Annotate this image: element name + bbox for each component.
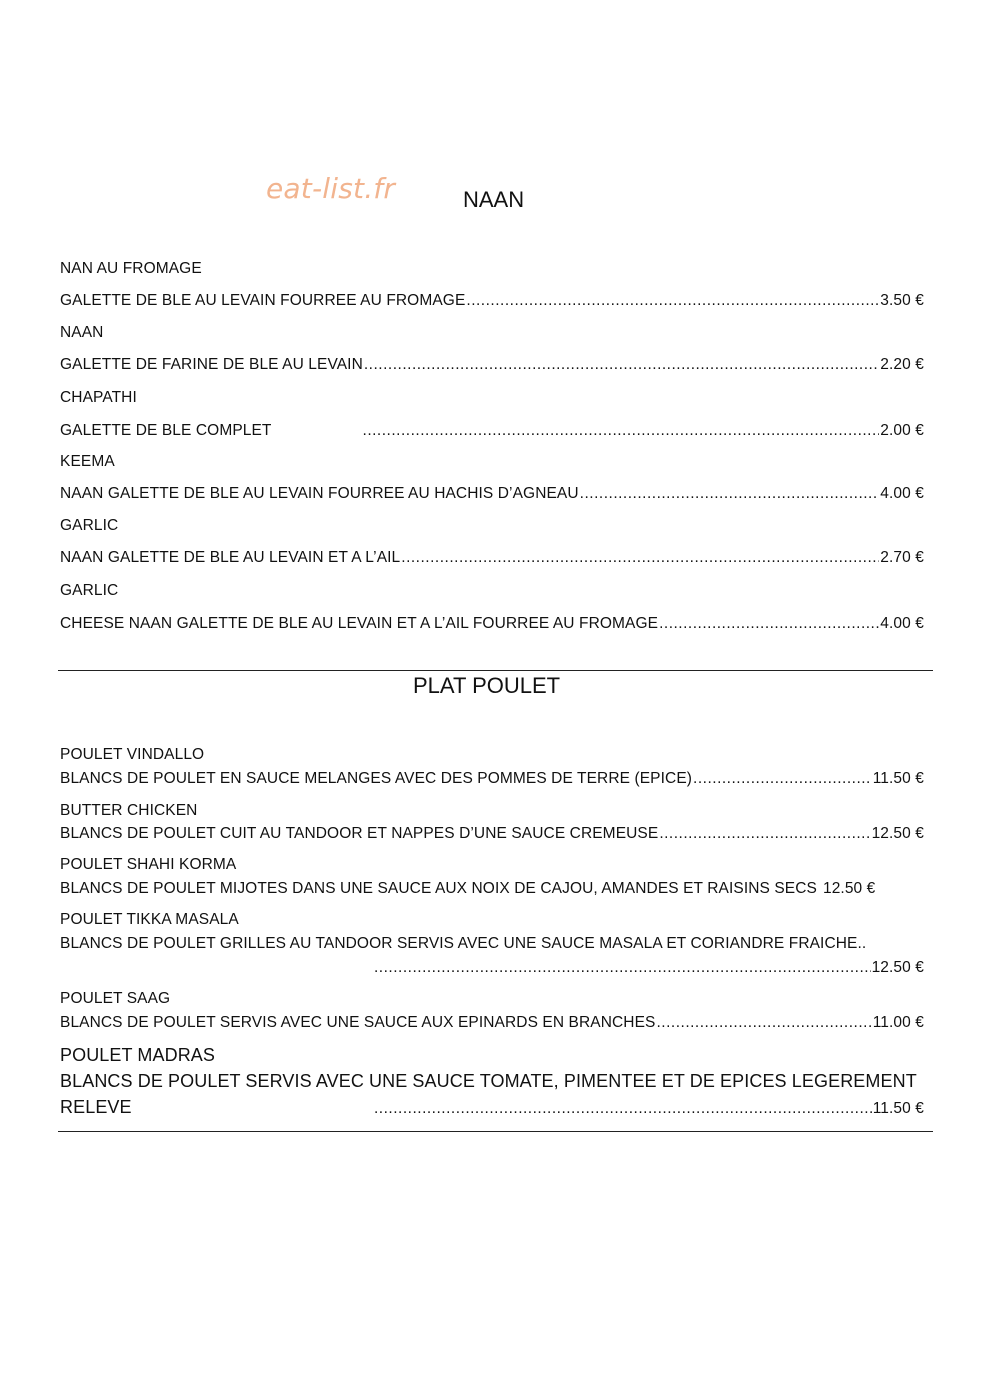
item-row [60, 615, 924, 633]
item-desc: BLANCS DE POULET GRILLES AU TANDOOR SERVIS AVEC UNE SAUCE MASALA ET CORIANDRE FRAICHE.. [60, 935, 867, 952]
item-price: 11.50 € [872, 1100, 924, 1117]
item-row [60, 292, 924, 310]
item-price: 11.00 € [872, 1014, 924, 1031]
item-price: 2.00 € [880, 422, 924, 439]
leader-dots [363, 422, 880, 440]
item-desc: BLANCS DE POULET CUIT AU TANDOOR ET NAPPES D’UNE SAUCE CREMEUSE [60, 825, 659, 842]
leader-dots [466, 292, 879, 310]
item-row [60, 959, 924, 977]
item-price: 12.50 € [822, 880, 876, 897]
section-divider [58, 670, 933, 671]
item-desc: CHEESE NAAN GALETTE DE BLE AU LEVAIN ET A L’AIL FOURREE AU FROMAGE [60, 615, 659, 632]
item-price: 11.50 € [872, 770, 924, 787]
item-desc-line2: RELEVE [60, 1097, 132, 1117]
item-desc: NAAN GALETTE DE BLE AU LEVAIN ET A L’AIL [60, 549, 401, 566]
item-name: POULET SAAG [60, 990, 171, 1007]
leader-dots [659, 825, 870, 843]
leader-dots [693, 770, 872, 788]
leader-dots [580, 485, 880, 503]
item-name: POULET MADRAS [60, 1045, 216, 1065]
leader-dots [659, 615, 879, 633]
item-desc: BLANCS DE POULET EN SAUCE MELANGES AVEC DES POMMES DE TERRE (EPICE) [60, 770, 693, 787]
leader-dots [374, 959, 871, 977]
watermark-logo: eat-list.fr [266, 172, 396, 205]
item-price: 4.00 € [880, 485, 924, 502]
item-price: 2.20 € [880, 356, 924, 373]
item-desc: GALETTE DE FARINE DE BLE AU LEVAIN [60, 356, 363, 373]
item-name: GARLIC [60, 517, 119, 534]
item-desc: GALETTE DE BLE COMPLET [60, 422, 272, 439]
item-name: NAAN [60, 324, 104, 341]
item-name: KEEMA [60, 453, 115, 470]
item-row [60, 549, 924, 567]
item-price: 12.50 € [871, 959, 924, 976]
section-title-plat-poulet: PLAT POULET [413, 673, 561, 698]
item-name: BUTTER CHICKEN [60, 802, 198, 819]
item-price: 12.50 € [871, 825, 924, 842]
item-price: 4.00 € [880, 615, 924, 632]
item-name: POULET TIKKA MASALA [60, 911, 239, 928]
item-row [60, 485, 924, 503]
item-desc: GALETTE DE BLE AU LEVAIN FOURREE AU FROMAGE [60, 292, 466, 309]
item-name: GARLIC [60, 582, 119, 599]
item-row [60, 880, 924, 898]
item-desc: BLANCS DE POULET SERVIS AVEC UNE SAUCE AUX EPINARDS EN BRANCHES [60, 1014, 656, 1031]
item-name: NAN AU FROMAGE [60, 260, 202, 277]
leader-dots [364, 356, 879, 374]
section-title-naan: NAAN [463, 187, 525, 212]
leader-dots [656, 1014, 871, 1032]
item-name: CHAPATHI [60, 389, 137, 406]
item-price: 2.70 € [880, 549, 924, 566]
item-row [60, 770, 924, 788]
item-name: POULET VINDALLO [60, 746, 205, 763]
item-row [60, 422, 924, 440]
item-row [60, 356, 924, 374]
item-desc: BLANCS DE POULET MIJOTES DANS UNE SAUCE AUX NOIX DE CAJOU, AMANDES ET RAISINS SECS [60, 880, 817, 897]
leader-dots [401, 549, 879, 567]
item-row [60, 1014, 924, 1032]
section-divider [58, 1131, 933, 1132]
item-name: POULET SHAHI KORMA [60, 856, 237, 873]
item-row [60, 825, 924, 843]
item-desc: NAAN GALETTE DE BLE AU LEVAIN FOURREE AU HACHIS D’AGNEAU [60, 485, 579, 502]
leader-dots [374, 1100, 872, 1118]
item-desc: BLANCS DE POULET SERVIS AVEC UNE SAUCE TOMATE, PIMENTEE ET DE EPICES LEGEREMENT [60, 1071, 917, 1091]
item-price: 3.50 € [880, 292, 924, 309]
item-row [60, 1097, 924, 1118]
